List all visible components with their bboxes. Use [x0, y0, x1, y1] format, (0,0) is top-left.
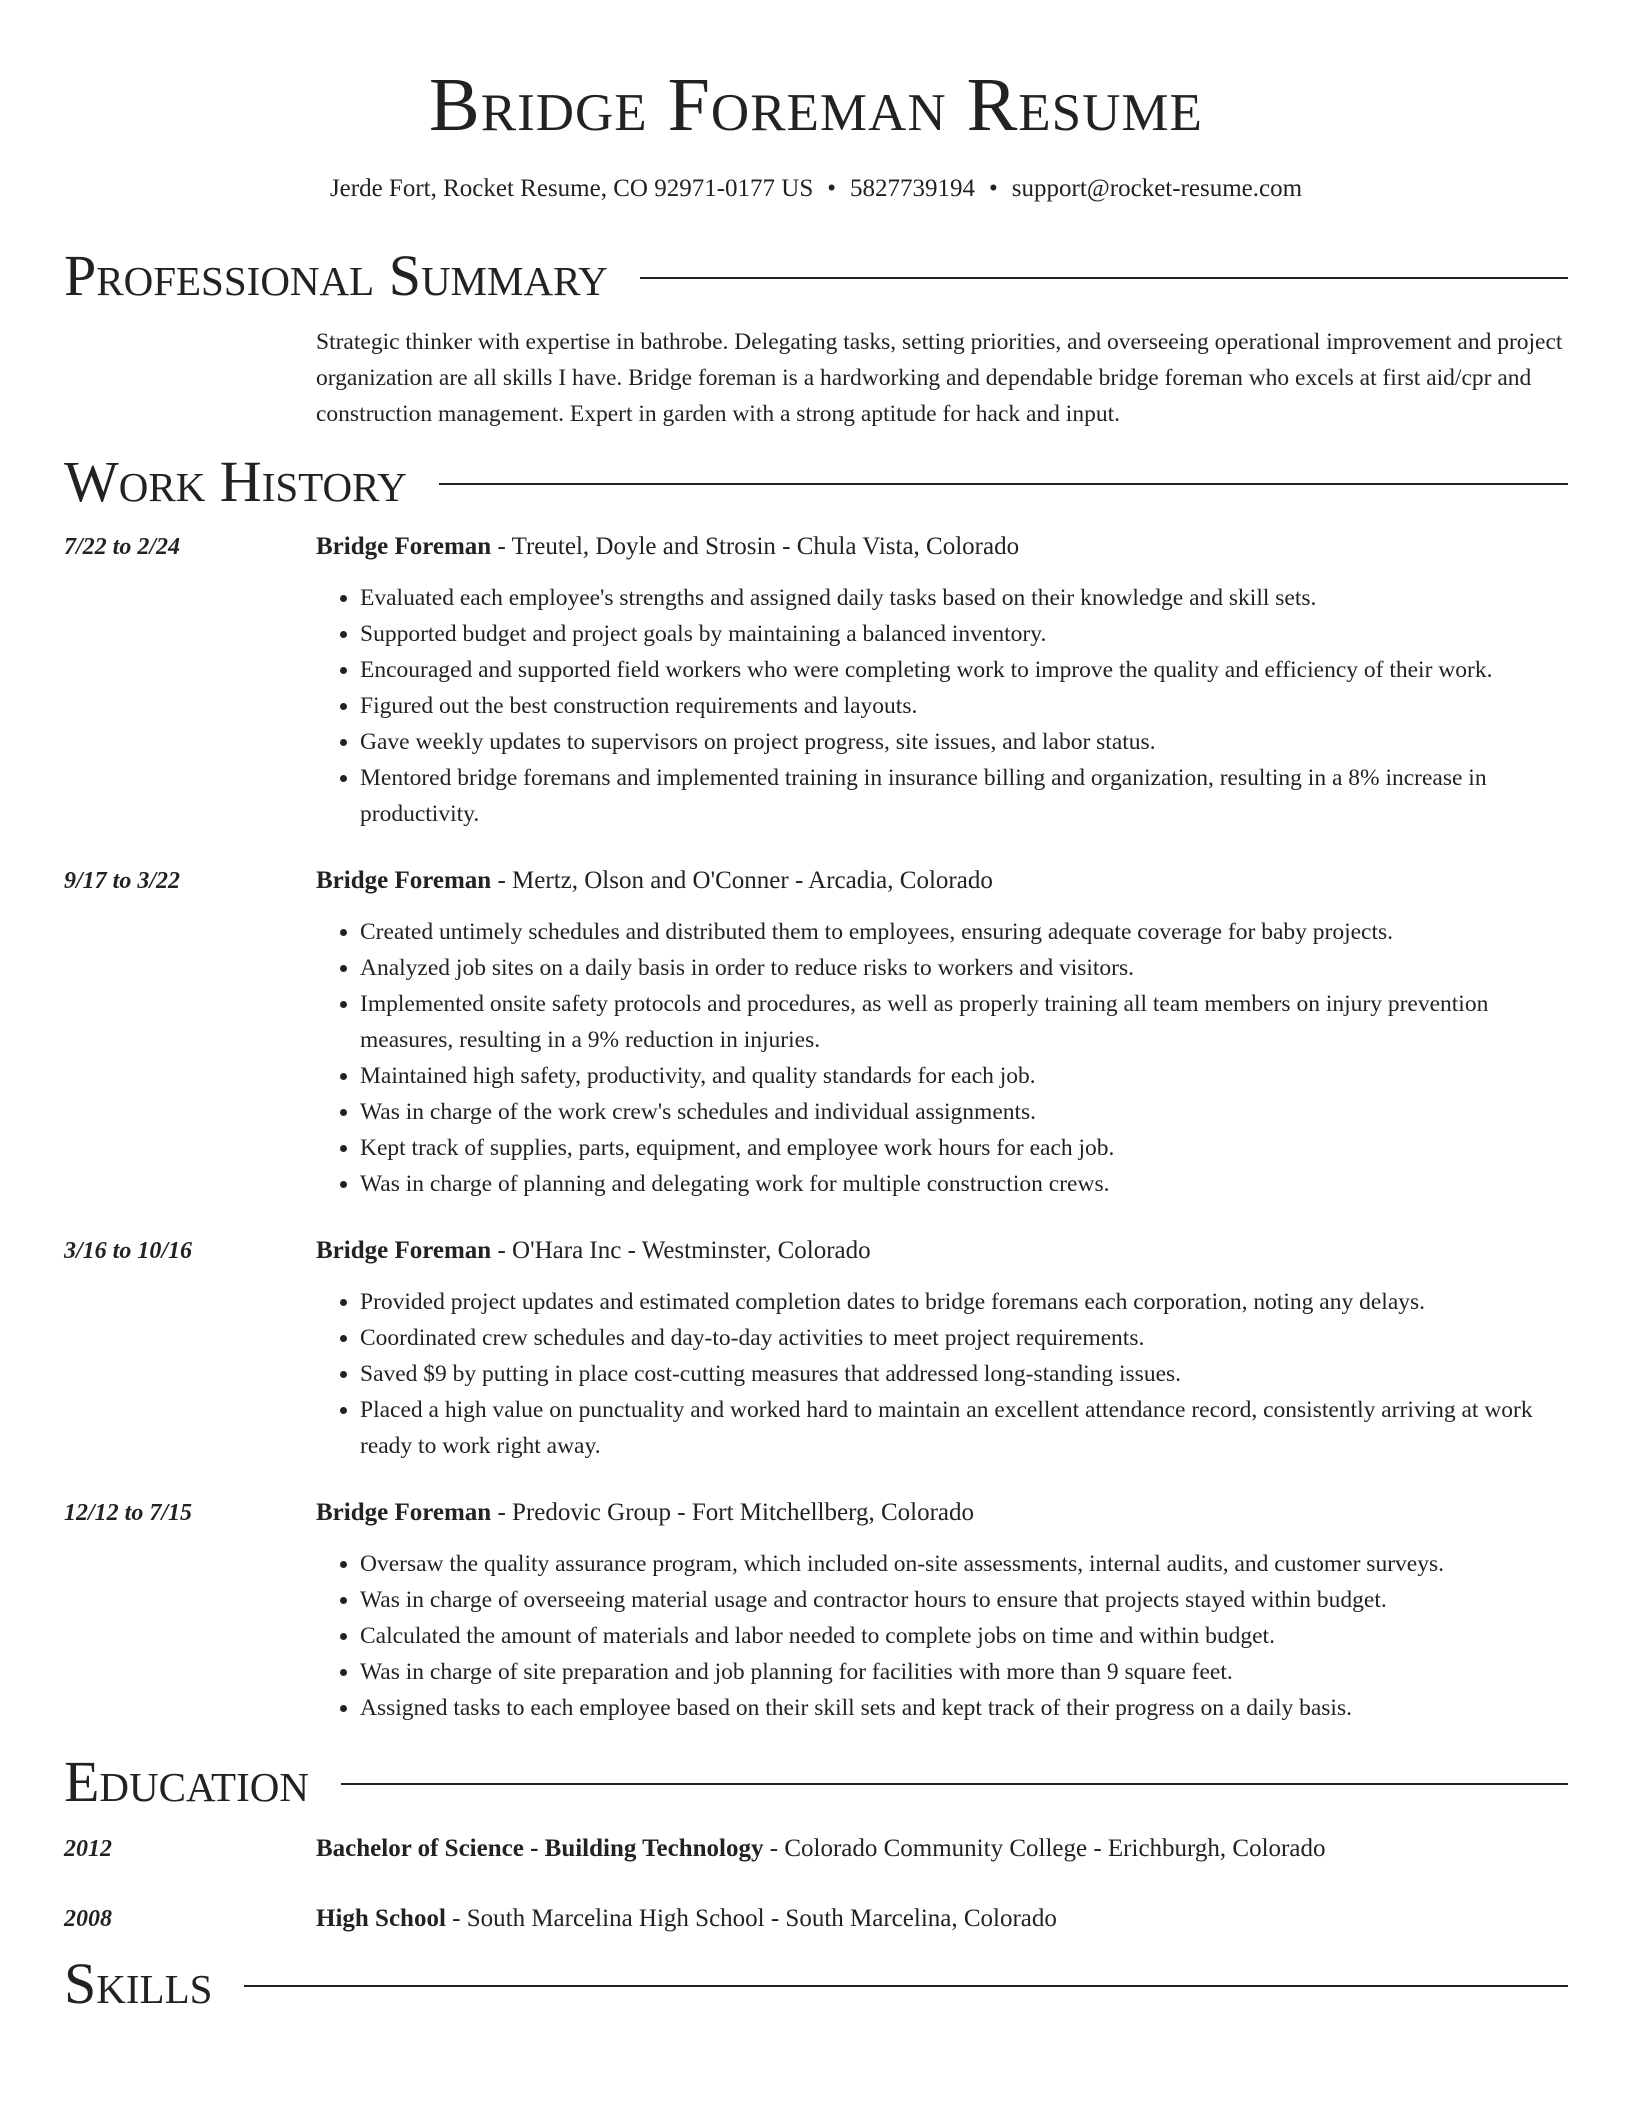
job-bullet: • Mentored bridge foremans and implemented training in insurance billing and organization, resulting in a 8% increase in productivity. [360, 760, 1568, 832]
resume-title: Bridge Foreman Resume [429, 63, 1203, 147]
job-bullet: • Figured out the best construction requirements and layouts. [360, 688, 1568, 724]
job-details: - O'Hara Inc - Westminster, Colorado [491, 1237, 871, 1264]
contact-address: Jerde Fort, Rocket Resume, CO 92971-0177 US [329, 175, 814, 202]
job-details: - Mertz, Olson and O'Conner - Arcadia, Colorado [491, 867, 993, 894]
job-heading [316, 1234, 1568, 1268]
job-bullet: • Kept track of supplies, parts, equipment, and employee work hours for each job. [360, 1130, 1568, 1166]
job-dates: 7/22 to 2/24 [64, 534, 181, 560]
job-bullet: • Was in charge of the work crew's schedules and individual assignments. [360, 1094, 1568, 1130]
education-entry [64, 1832, 1568, 1866]
job-bullet: • Implemented onsite safety protocols and procedures, as well as properly training all team members on injury prevention measures, resulting in a 9% reduction in injuries. [360, 986, 1568, 1058]
work-section-header [64, 448, 1568, 516]
section-divider [439, 483, 1568, 485]
job-heading [316, 864, 1568, 898]
contact-phone: 5827739194 [850, 175, 975, 202]
job-entry [64, 864, 1568, 1202]
education-year: 2012 [64, 1836, 112, 1862]
job-heading [316, 530, 1568, 564]
job-bullets [316, 914, 1568, 1202]
job-entry [64, 1234, 1568, 1464]
job-bullets [316, 1546, 1568, 1726]
education-details: - Colorado Community College - Erichburgh, Colorado [763, 1835, 1326, 1862]
job-bullet: • Maintained high safety, productivity, and quality standards for each job. [360, 1058, 1568, 1094]
section-divider [640, 277, 1568, 279]
education-heading-line [316, 1832, 1568, 1866]
skills-section-header [64, 1950, 1568, 2018]
summary-heading: Professional Summary [64, 243, 608, 308]
job-bullet: • Placed a high value on punctuality and worked hard to maintain an excellent attendance record, consistently arriving at work ready to work right away. [360, 1392, 1568, 1464]
job-title: Bridge Foreman [316, 1237, 492, 1264]
job-bullet: • Supported budget and project goals by maintaining a balanced inventory. [360, 616, 1568, 652]
job-dates: 3/16 to 10/16 [64, 1238, 193, 1264]
education-year: 2008 [64, 1906, 112, 1932]
job-dates: 9/17 to 3/22 [64, 868, 181, 894]
job-dates: 12/12 to 7/15 [64, 1500, 193, 1526]
job-bullets [316, 580, 1568, 832]
job-bullet: • Was in charge of planning and delegating work for multiple construction crews. [360, 1166, 1568, 1202]
education-heading: Education [64, 1749, 309, 1814]
job-title: Bridge Foreman [316, 533, 492, 560]
section-divider [244, 1985, 1568, 1987]
job-bullet: • Created untimely schedules and distributed them to employees, ensuring adequate coverage for baby projects. [360, 914, 1568, 950]
job-bullets [316, 1284, 1568, 1464]
education-degree: High School [316, 1905, 446, 1932]
job-bullet: • Was in charge of site preparation and job planning for facilities with more than 9 square feet. [360, 1654, 1568, 1690]
job-bullet: • Oversaw the quality assurance program, which included on-site assessments, internal audits, and customer surveys. [360, 1546, 1568, 1582]
job-details: - Predovic Group - Fort Mitchellberg, Colorado [491, 1499, 975, 1526]
job-entry [64, 1496, 1568, 1726]
job-bullet: • Encouraged and supported field workers who were completing work to improve the quality and efficiency of their work. [360, 652, 1568, 688]
education-degree: Bachelor of Science - Building Technology [316, 1835, 764, 1862]
job-bullet: • Coordinated crew schedules and day-to-day activities to meet project requirements. [360, 1320, 1568, 1356]
job-bullet: • Gave weekly updates to supervisors on project progress, site issues, and labor status. [360, 724, 1568, 760]
skills-heading: Skills [64, 1951, 213, 2016]
contact-email: support@rocket-resume.com [1011, 175, 1303, 202]
job-bullet: • Analyzed job sites on a daily basis in order to reduce risks to workers and visitors. [360, 950, 1568, 986]
education-heading-line [316, 1902, 1568, 1936]
job-bullet: • Evaluated each employee's strengths and assigned daily tasks based on their knowledge and skill sets. [360, 580, 1568, 616]
education-section-header [64, 1748, 1568, 1816]
job-details: - Treutel, Doyle and Strosin - Chula Vista, Colorado [491, 533, 1020, 560]
job-bullet: • Provided project updates and estimated completion dates to bridge foremans each corporation, noting any delays. [360, 1284, 1568, 1320]
work-heading: Work History [64, 449, 407, 514]
contact-separator: • [827, 175, 836, 202]
job-entry [64, 530, 1568, 832]
contact-separator: • [989, 175, 998, 202]
summary-text: Strategic thinker with expertise in bathrobe. Delegating tasks, setting priorities, and overseeing operational improvement and project organization are all skills I have. Bridge foreman is a hardworking and dependable bridge foreman who excels at first aid/cpr and construction management. Expert in garden with a strong aptitude for hack and input. [316, 329, 1563, 427]
education-details: - South Marcelina High School - South Marcelina, Colorado [445, 1905, 1057, 1932]
summary-section-header [64, 242, 1568, 310]
job-title: Bridge Foreman [316, 867, 492, 894]
section-divider [341, 1783, 1568, 1785]
job-title: Bridge Foreman [316, 1499, 492, 1526]
job-bullet: • Was in charge of overseeing material usage and contractor hours to ensure that projects stayed within budget. [360, 1582, 1568, 1618]
job-bullet: • Saved $9 by putting in place cost-cutting measures that addressed long-standing issues. [360, 1356, 1568, 1392]
education-entry [64, 1902, 1568, 1936]
contact-line [64, 172, 1568, 206]
job-heading [316, 1496, 1568, 1530]
job-bullet: • Calculated the amount of materials and labor needed to complete jobs on time and within budget. [360, 1618, 1568, 1654]
job-bullet: • Assigned tasks to each employee based on their skill sets and kept track of their progress on a daily basis. [360, 1690, 1568, 1726]
